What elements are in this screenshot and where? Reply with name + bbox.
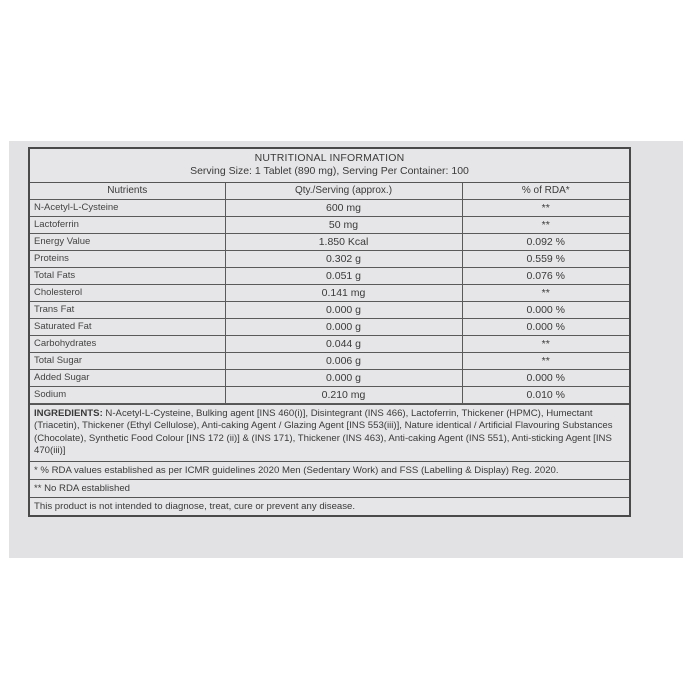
table-row: [30, 284, 629, 301]
nutrient-qty: 0.000 g: [225, 301, 462, 318]
nutrient-qty: 600 mg: [225, 199, 462, 216]
nutrient-rda: 0.000 %: [462, 369, 629, 386]
nutrition-panel: [28, 147, 631, 517]
table-row: [30, 335, 629, 352]
serving-info: Serving Size: 1 Tablet (890 mg), Serving Per Container: 100: [190, 165, 469, 177]
no-rda-footnote: ** No RDA established: [30, 479, 629, 497]
nutrient-name: Total Sugar: [30, 352, 225, 369]
nutrient-name: N-Acetyl-L-Cysteine: [30, 199, 225, 216]
table-row: [30, 301, 629, 318]
nutrient-qty: 50 mg: [225, 216, 462, 233]
table-row: [30, 199, 629, 216]
nutrient-rda: **: [462, 335, 629, 352]
nutrient-rda: **: [462, 352, 629, 369]
table-row: [30, 352, 629, 369]
nutrition-table: [30, 183, 629, 404]
rda-footnote: * % RDA values established as per ICMR guidelines 2020 Men (Sedentary Work) and FSS (Labelling & Display) Reg. 2020.: [30, 461, 629, 479]
nutrient-rda: 0.010 %: [462, 386, 629, 403]
nutrient-name: Energy Value: [30, 233, 225, 250]
nutrient-rda: **: [462, 216, 629, 233]
nutrient-rda: 0.076 %: [462, 267, 629, 284]
nutrient-qty: 0.000 g: [225, 318, 462, 335]
nutrient-qty: 1.850 Kcal: [225, 233, 462, 250]
nutrient-name: Trans Fat: [30, 301, 225, 318]
nutrient-qty: 0.006 g: [225, 352, 462, 369]
nutrient-name: Lactoferrin: [30, 216, 225, 233]
panel-header: [30, 149, 629, 183]
table-row: [30, 216, 629, 233]
table-row: [30, 250, 629, 267]
nutrient-name: Sodium: [30, 386, 225, 403]
nutrient-qty: 0.210 mg: [225, 386, 462, 403]
nutrient-name: Total Fats: [30, 267, 225, 284]
nutrient-rda: 0.092 %: [462, 233, 629, 250]
column-header-qty: Qty./Serving (approx.): [225, 183, 462, 199]
nutrient-name: Saturated Fat: [30, 318, 225, 335]
disclaimer: This product is not intended to diagnose, treat, cure or prevent any disease.: [30, 497, 629, 515]
nutrient-qty: 0.044 g: [225, 335, 462, 352]
product-label: [9, 141, 683, 558]
nutrient-rda: 0.000 %: [462, 318, 629, 335]
nutrient-qty: 0.000 g: [225, 369, 462, 386]
nutrient-qty: 0.051 g: [225, 267, 462, 284]
table-row: [30, 386, 629, 403]
table-row: [30, 267, 629, 284]
ingredients-text: N-Acetyl-L-Cysteine, Bulking agent [INS 460(i)], Disintegrant (INS 466), Lactoferrin, Thickener (HPMC), Humectant (Triacetin), Thickener (Ethyl Cellulose), Anti-caking Agent / Glazing Agent [INS 553(iii)], Nature identical / Artificial Flavouring Substances (Chocolate), Synthetic Food Colour [INS 172 (ii)] & (INS 171), Thickener (INS 463), Anti-caking Agent (INS 551), Anti-sticking Agent [INS 470(iii)]: [34, 407, 613, 457]
column-header-rda: % of RDA*: [462, 183, 629, 199]
ingredients-heading: INGREDIENTS:: [34, 407, 103, 419]
nutrient-rda: **: [462, 199, 629, 216]
ingredients-block: [30, 404, 629, 461]
column-header-nutrients: Nutrients: [30, 183, 225, 199]
nutrient-qty: 0.302 g: [225, 250, 462, 267]
table-row: [30, 369, 629, 386]
nutrient-rda: 0.559 %: [462, 250, 629, 267]
nutrition-table-body: [30, 199, 629, 403]
nutrient-name: Cholesterol: [30, 284, 225, 301]
nutrient-name: Proteins: [30, 250, 225, 267]
nutrient-rda: **: [462, 284, 629, 301]
nutrient-qty: 0.141 mg: [225, 284, 462, 301]
nutrient-rda: 0.000 %: [462, 301, 629, 318]
nutrient-name: Added Sugar: [30, 369, 225, 386]
table-row: [30, 318, 629, 335]
table-row: [30, 233, 629, 250]
panel-title: NUTRITIONAL INFORMATION: [254, 152, 405, 164]
nutrient-name: Carbohydrates: [30, 335, 225, 352]
table-header-row: [30, 183, 629, 199]
